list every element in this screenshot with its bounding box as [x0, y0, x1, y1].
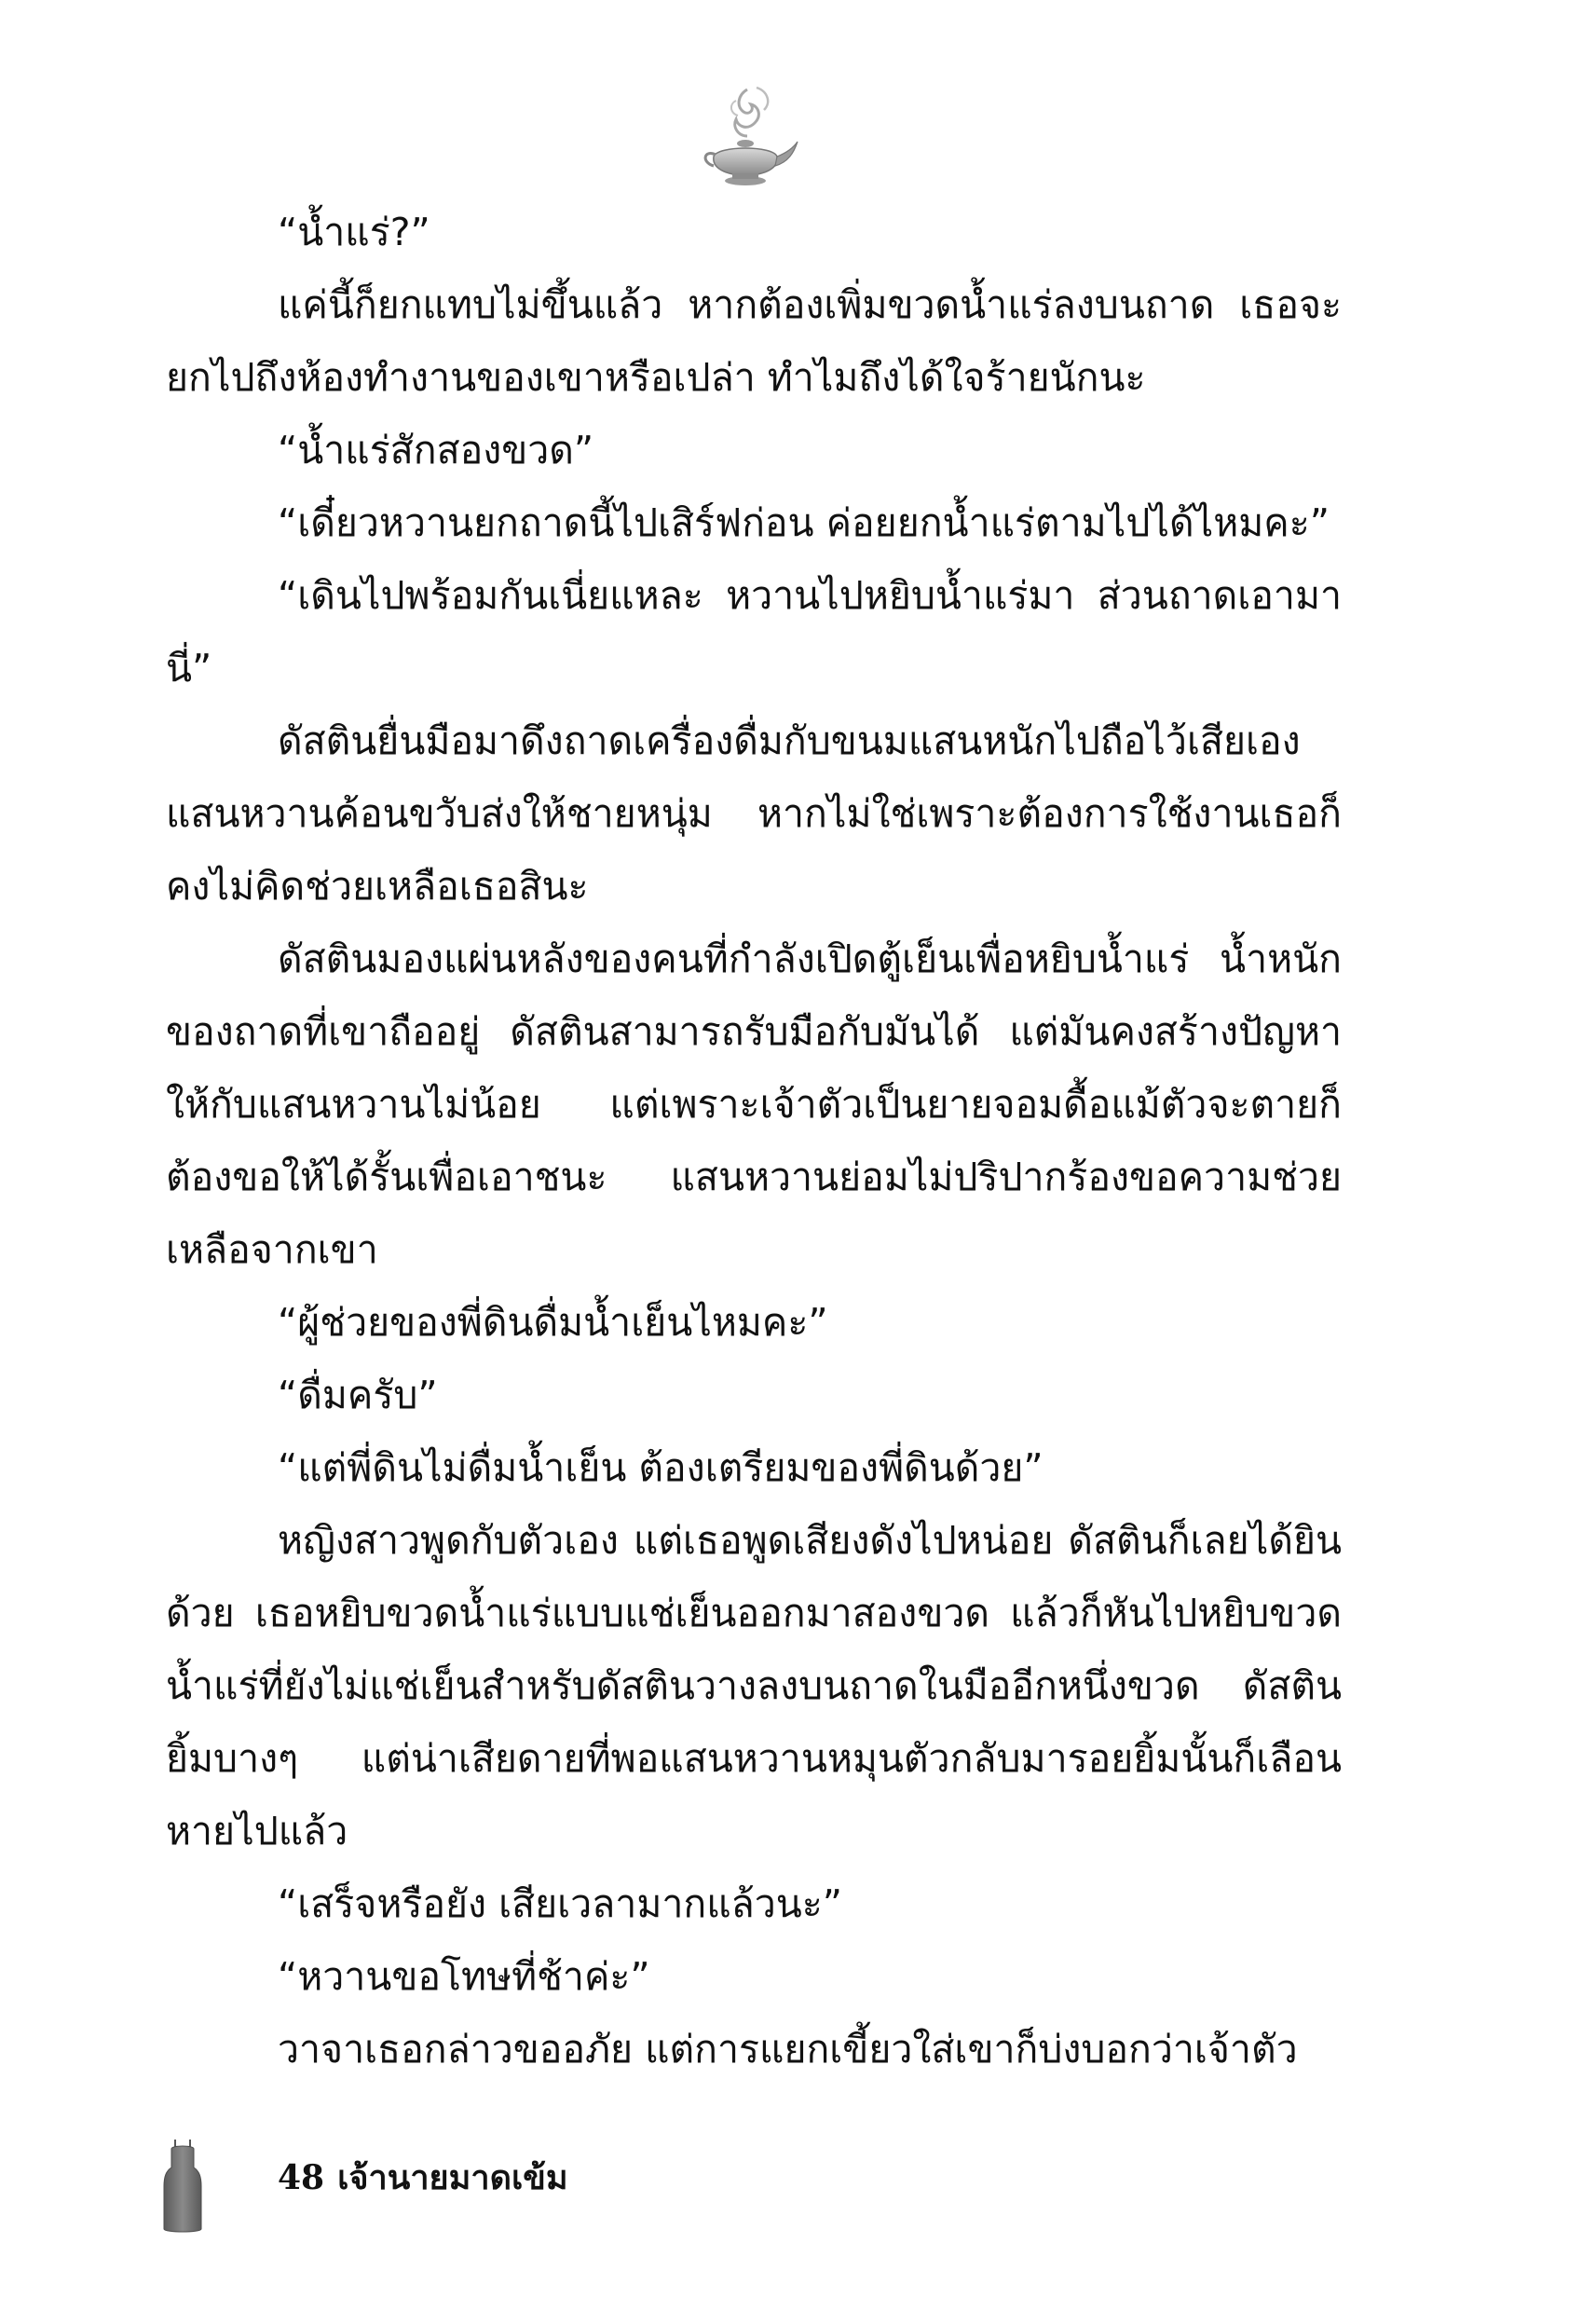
paragraph: “ผู้ช่วยของพี่ดินดื่มน้ำเย็นไหมคะ” [278, 1300, 828, 1345]
paragraph: “แต่พี่ดินไม่ดื่มน้ำเย็น ต้องเตรียมของพี่ดินด้วย” [278, 1445, 1044, 1490]
body-text [166, 196, 1342, 2085]
paragraph: “น้ำแร่สักสองขวด” [278, 428, 594, 472]
paragraph: “เดี๋ยวหวานยกถาดนี้ไปเสิร์ฟก่อน ค่อยยกน้ำแร่ตามไปได้ไหมคะ” [278, 500, 1330, 545]
paragraph: หญิงสาวพูดกับตัวเอง แต่เธอพูดเสียงดังไปหน่อย ดัสตินก็เลยได้ยินด้วย เธอหยิบขวดน้ำแร่แบบแช่เย็นออกมาสองขวด แล้วก็หันไปหยิบขวดน้ำแร่ที่ยังไม่แช่เย็นสำหรับดัสตินวางลงบนถาดในมืออีกหนึ่งขวด ดัสตินยิ้มบางๆ แต่น่าเสียดายที่พอแสนหวานหมุนตัวกลับมารอยยิ้มนั้นก็เลือนหายไปแล้ว [166, 1518, 1342, 1853]
page-number: 48 [278, 2158, 325, 2197]
paragraph: “น้ำแร่?” [278, 210, 430, 254]
page-footer [278, 2154, 581, 2201]
genie-lamp-icon [689, 82, 801, 194]
paragraph: ดัสตินยื่นมือมาดึงถาดเครื่องดื่มกับขนมแสนหนักไปถือไว้เสียเอง แสนหวานค้อนขวับส่งให้ชายหนุ่ม หากไม่ใช่เพราะต้องการใช้งานเธอก็คงไม่คิดช่วยเหลือเธอสินะ [166, 718, 1342, 909]
paragraph: “เดินไปพร้อมกันเนี่ยแหละ หวานไปหยิบน้ำแร่มา ส่วนถาดเอามานี่” [166, 573, 1342, 691]
paragraph: “ดื่มครับ” [278, 1373, 438, 1417]
paragraph: แค่นี้ก็ยกแทบไม่ขึ้นแล้ว หากต้องเพิ่มขวดน้ำแร่ลงบนถาด เธอจะยกไปถึงห้องทำงานของเขาหรือเปล่า ทำไมถึงได้ใจร้ายนักนะ [166, 282, 1342, 400]
paragraph: ดัสตินมองแผ่นหลังของคนที่กำลังเปิดตู้เย็นเพื่อหยิบน้ำแร่ น้ำหนักของถาดที่เขาถืออยู่ ดัสตินสามารถรับมือกับมันได้ แต่มันคงสร้างปัญหาให้กับแสนหวานไม่น้อย แต่เพราะเจ้าตัวเป็นยายจอมดื้อแม้ตัวจะตายก็ต้องขอให้ได้รั้นเพื่อเอาชนะ แสนหวานย่อมไม่ปริปากร้องขอความช่วยเหลือจากเขา [166, 937, 1342, 1272]
paragraph: “เสร็จหรือยัง เสียเวลามากแล้วนะ” [278, 1881, 843, 1926]
book-title: เจ้านายมาดเข้ม [337, 2158, 568, 2197]
paragraph: “หวานขอโทษที่ช้าค่ะ” [278, 1954, 650, 1999]
paragraph: วาจาเธอกล่าวขออภัย แต่การแยกเขี้ยวใส่เขาก็บ่งบอกว่าเจ้าตัว [278, 2027, 1298, 2072]
apron-tab-icon [162, 2140, 203, 2235]
